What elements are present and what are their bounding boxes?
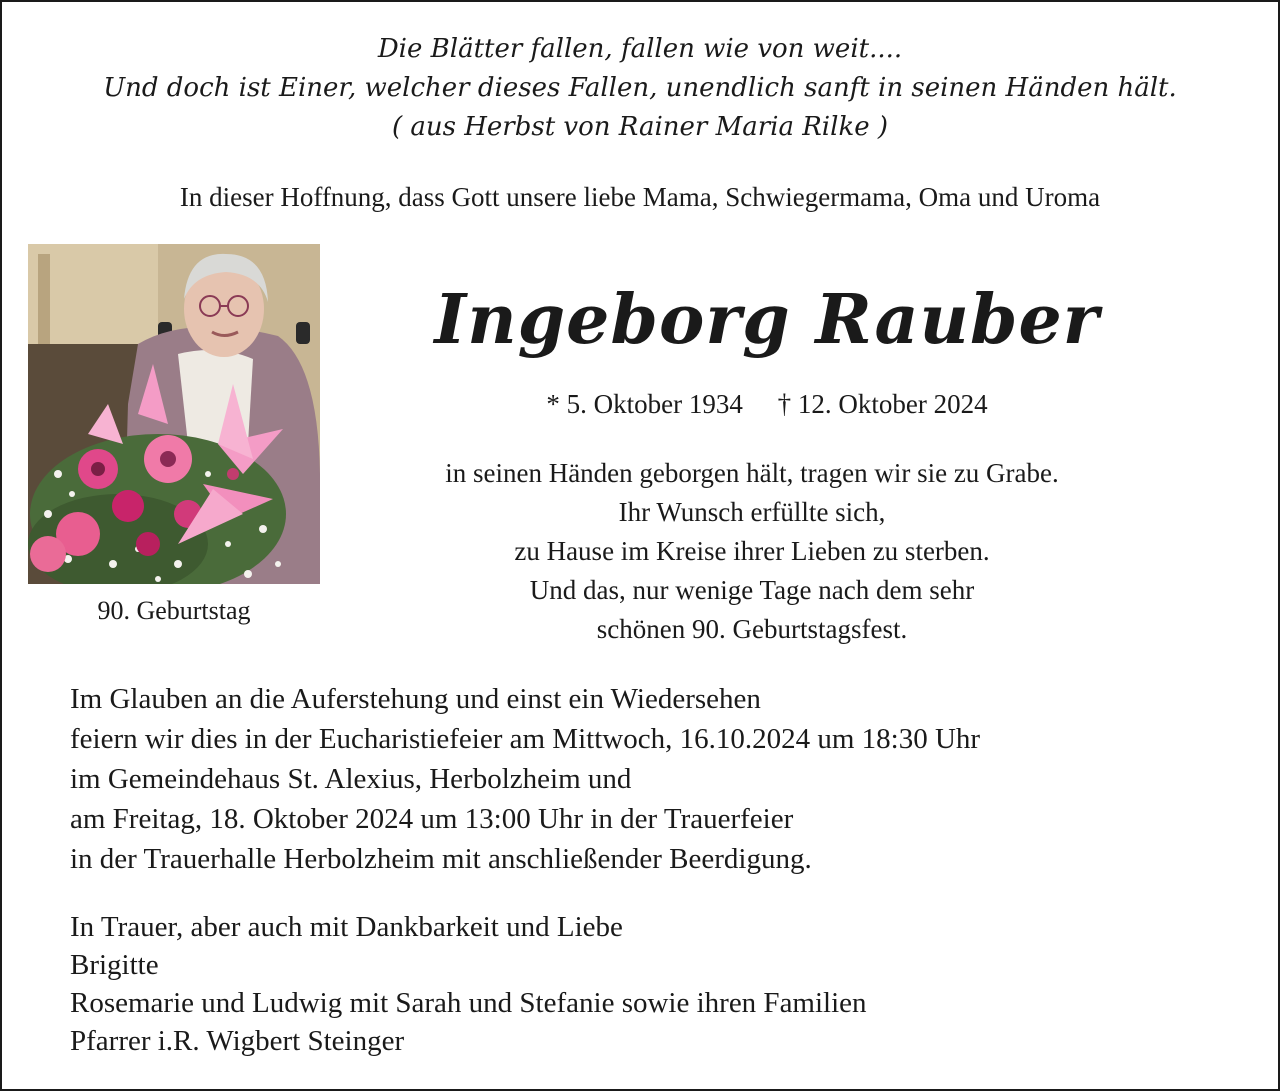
photo-caption: 90. Geburtstag bbox=[97, 596, 251, 625]
service-line: in der Trauerhalle Herbolzheim mit anschließender Beerdigung. bbox=[70, 843, 812, 875]
service-line: am Freitag, 18. Oktober 2024 um 13:00 Uhr in der Trauerfeier bbox=[70, 803, 794, 835]
life-dates bbox=[332, 384, 1202, 424]
service-line: feiern wir dies in der Eucharistiefeier am Mittwoch, 16.10.2024 um 18:30 Uhr bbox=[70, 723, 981, 755]
mourners-line: Rosemarie und Ludwig mit Sarah und Stefanie sowie ihren Familien bbox=[70, 987, 867, 1019]
mourners-line: Pfarrer i.R. Wigbert Steinger bbox=[70, 1025, 405, 1057]
poem-line: Die Blätter fallen, fallen wie von weit.... bbox=[377, 34, 903, 64]
mourners-list bbox=[70, 908, 867, 1060]
poem-quote bbox=[2, 30, 1278, 147]
message-text bbox=[332, 454, 1172, 649]
intro-text: In dieser Hoffnung, dass Gott unsere liebe Mama, Schwiegermama, Oma und Uroma bbox=[179, 182, 1101, 212]
message-line: zu Hause im Kreise ihrer Lieben zu sterben. bbox=[514, 536, 990, 566]
mourners-line: In Trauer, aber auch mit Dankbarkeit und Liebe bbox=[70, 911, 623, 943]
poem-source: ( aus Herbst von Rainer Maria Rilke ) bbox=[391, 112, 888, 142]
message-line: schönen 90. Geburtstagsfest. bbox=[596, 614, 908, 644]
portrait-photo bbox=[28, 244, 320, 584]
service-line: Im Glauben an die Auferstehung und einst ein Wiedersehen bbox=[70, 683, 761, 715]
poem-line: Und doch ist Einer, welcher dieses Fallen, unendlich sanft in seinen Händen hält. bbox=[103, 73, 1177, 103]
message-line: Ihr Wunsch erfüllte sich, bbox=[618, 497, 886, 527]
service-details bbox=[70, 679, 980, 879]
deceased-name: Ingeborg Rauber bbox=[434, 280, 1100, 360]
death-date: † 12. Oktober 2024 bbox=[777, 389, 988, 419]
service-line: im Gemeindehaus St. Alexius, Herbolzheim und bbox=[70, 763, 632, 795]
message-line: in seinen Händen geborgen hält, tragen wir sie zu Grabe. bbox=[445, 458, 1059, 488]
message-line: Und das, nur wenige Tage nach dem sehr bbox=[529, 575, 975, 605]
birth-date: * 5. Oktober 1934 bbox=[546, 389, 743, 419]
mourners-line: Brigitte bbox=[70, 949, 159, 981]
